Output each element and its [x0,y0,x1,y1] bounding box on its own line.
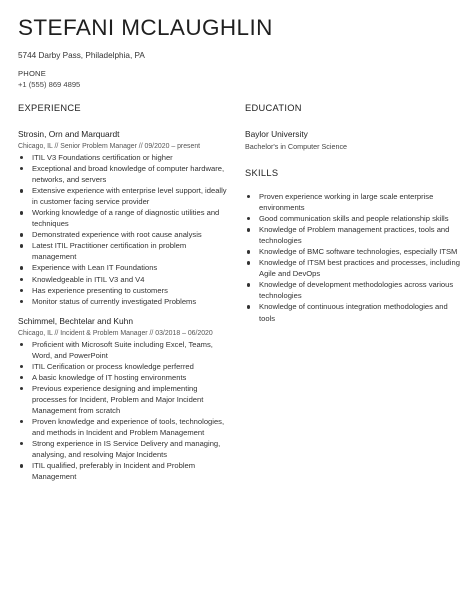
job-bullet: Extensive experience with enterprise level support, ideally in customer facing service provider [18,185,230,207]
job-meta: Chicago, IL // Senior Problem Manager // 09/2020 – present [18,143,201,150]
skill-item: Knowledge of development methodologies across various technologies [245,279,460,301]
experience-heading: EXPERIENCE [18,103,81,113]
phone-number: +1 (555) 869 4895 [18,80,81,89]
job-bullet: Proficient with Microsoft Suite including Excel, Teams, Word, and PowerPoint [18,339,230,361]
job-bullet: A basic knowledge of IT hosting environments [18,372,230,383]
job-entry [18,316,230,483]
job-company: Schimmel, Bechtelar and Kuhn [18,315,133,326]
job-bullets [18,339,230,483]
job-bullets [18,152,230,307]
skill-item: Knowledge of Problem management practices, tools and technologies [245,224,460,246]
job-bullet: Exceptional and broad knowledge of computer hardware, networks, and servers [18,163,230,185]
job-company: Strosin, Orn and Marquardt [18,129,120,139]
education-heading: EDUCATION [245,103,302,113]
education-school: Baylor University [245,129,308,139]
skill-item: Good communication skills and people relationship skills [245,213,460,224]
skill-item: Proven experience working in large scale enterprise environments [245,191,460,213]
education-skills-column [245,103,460,324]
job-bullet: Proven knowledge and experience of tools, technologies, and methods in Incident and Problem Management [18,416,230,438]
job-meta: Chicago, IL // Incident & Problem Manager // 03/2018 – 06/2020 [18,329,213,337]
education-degree: Bachelor's in Computer Science [245,142,348,151]
job-bullet: Experience with Lean IT Foundations [18,262,230,273]
job-bullet: ITIL V3 Foundations certification or higher [18,152,230,163]
job-bullet: Knowledgeable in ITIL V3 and V4 [18,274,230,285]
skills-list [245,191,460,324]
skill-item: Knowledge of continuous integration methodologies and tools [245,301,460,323]
job-bullet: Demonstrated experience with root cause analysis [18,229,230,240]
skills-heading: SKILLS [245,168,279,178]
job-bullet: Monitor status of currently investigated Problems [18,296,230,307]
job-bullet: Previous experience designing and implementing processes for Incident, Problem and Major Incident Management from scratch [18,383,230,416]
job-bullet: ITIL Cerification or process knowledge perferred [18,361,230,372]
job-bullet: Has experience presenting to customers [18,285,230,296]
experience-column [18,103,230,482]
candidate-name: STEFANI MCLAUGHLIN [18,15,273,40]
job-entry [18,129,230,307]
job-bullet: Strong experience in IS Service Delivery and managing, analysing, and resolving Major Incidents [18,438,230,460]
skill-item: Knowledge of ITSM best practices and processes, including Agile and DevOps [245,257,460,279]
skill-item: Knowledge of BMC software technologies, especially ITSM [245,246,460,257]
job-bullet: ITIL qualified, preferably in Incident and Problem Management [18,460,230,482]
job-bullet: Latest ITIL Practitioner certification in problem management [18,240,230,262]
job-bullet: Working knowledge of a range of diagnostic utilities and techniques [18,207,230,229]
phone-label: PHONE [18,69,47,78]
address: 5744 Darby Pass, Philadelphia, PA [18,51,145,60]
